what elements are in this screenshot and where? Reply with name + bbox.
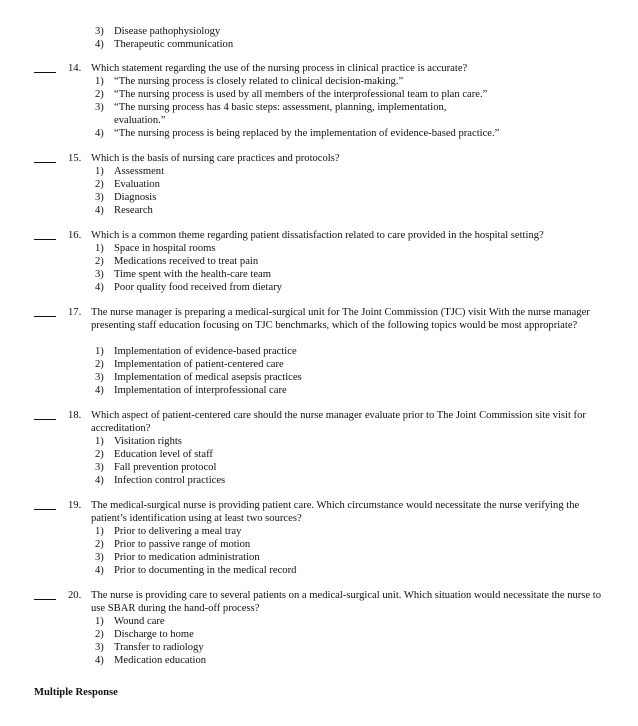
option-text: Disease pathophysiology	[114, 26, 221, 37]
question-number: 18.	[68, 410, 82, 421]
option-text: Implementation of patient-centered care	[114, 359, 284, 370]
option-text: Discharge to home	[114, 629, 194, 640]
option-number: 4)	[95, 282, 104, 293]
option-text: Diagnosis	[114, 192, 157, 203]
option-number: 2)	[95, 539, 104, 550]
option-text: Therapeutic communication	[114, 39, 234, 50]
question-number: 14.	[68, 63, 82, 74]
option-number: 3)	[95, 26, 104, 37]
option-number: 4)	[95, 128, 104, 139]
option-text: Implementation of evidence-based practice	[114, 346, 297, 357]
answer-blank[interactable]	[34, 410, 56, 420]
option-text: Poor quality food received from dietary	[114, 282, 282, 293]
option-text: Implementation of medical asepsis practices	[114, 372, 302, 383]
option-text: “The nursing process is used by all members of the interprofessional team to plan care.”	[114, 89, 488, 100]
option-number: 3)	[95, 192, 104, 203]
option-text: Prior to delivering a meal tray	[114, 526, 242, 537]
option-number: 4)	[95, 205, 104, 216]
question-number: 15.	[68, 153, 82, 164]
option-number: 3)	[95, 552, 104, 563]
option-number: 2)	[95, 449, 104, 460]
option-number: 2)	[95, 359, 104, 370]
option-text: Time spent with the health-care team	[114, 269, 271, 280]
option-number: 4)	[95, 565, 104, 576]
answer-blank[interactable]	[34, 307, 56, 317]
option-number: 3)	[95, 269, 104, 280]
option-text: “The nursing process has 4 basic steps: assessment, planning, implementation, evaluation.”	[114, 102, 447, 126]
answer-blank[interactable]	[34, 230, 56, 240]
question-stem: Which is the basis of nursing care practices and protocols?	[91, 153, 340, 164]
option-number: 1)	[95, 346, 104, 357]
option-number: 3)	[95, 372, 104, 383]
option-text: Prior to medication administration	[114, 552, 260, 563]
option-text: “The nursing process is closely related to clinical decision-making.”	[114, 76, 404, 87]
option-number: 1)	[95, 166, 104, 177]
question-stem: Which statement regarding the use of the nursing process in clinical practice is accurate?	[91, 63, 468, 74]
option-text: “The nursing process is being replaced by the implementation of evidence-based practice.”	[114, 128, 500, 139]
question-number: 17.	[68, 307, 82, 318]
option-text: Prior to passive range of motion	[114, 539, 251, 550]
question-number: 19.	[68, 500, 82, 511]
option-text: Medication education	[114, 655, 207, 666]
question-stem: The medical-surgical nurse is providing patient care. Which circumstance would necessitate the nurse verifying the patient’s identification using at least two sources?	[91, 500, 580, 524]
option-number: 4)	[95, 655, 104, 666]
option-number: 3)	[95, 642, 104, 653]
option-number: 4)	[95, 385, 104, 396]
option-number: 3)	[95, 462, 104, 473]
section-heading: Multiple Response	[34, 687, 118, 698]
option-text: Visitation rights	[114, 436, 182, 447]
question-number: 20.	[68, 590, 82, 601]
option-text: Prior to documenting in the medical record	[114, 565, 297, 576]
option-number: 4)	[95, 39, 104, 50]
option-text: Infection control practices	[114, 475, 226, 486]
option-number: 1)	[95, 76, 104, 87]
option-text: Implementation of interprofessional care	[114, 385, 287, 396]
answer-blank[interactable]	[34, 500, 56, 510]
option-number: 2)	[95, 256, 104, 267]
question-number: 16.	[68, 230, 82, 241]
option-number: 2)	[95, 179, 104, 190]
question-stem: Which is a common theme regarding patient dissatisfaction related to care provided in the hospital setting?	[91, 230, 544, 241]
option-text: Education level of staff	[114, 449, 213, 460]
option-text: Assessment	[114, 166, 165, 177]
question-stem: The nurse is providing care to several patients on a medical-surgical unit. Which situation would necessitate the nurse to use SBAR during the hand-off process?	[91, 590, 602, 614]
option-text: Medications received to treat pain	[114, 256, 259, 267]
answer-blank[interactable]	[34, 153, 56, 163]
option-number: 2)	[95, 629, 104, 640]
option-text: Transfer to radiology	[114, 642, 204, 653]
option-number: 4)	[95, 475, 104, 486]
option-text: Evaluation	[114, 179, 160, 190]
option-text: Space in hospital rooms	[114, 243, 216, 254]
option-number: 1)	[95, 616, 104, 627]
option-text: Research	[114, 205, 153, 216]
option-number: 3)	[95, 102, 104, 113]
option-number: 2)	[95, 89, 104, 100]
answer-blank[interactable]	[34, 590, 56, 600]
option-number: 1)	[95, 243, 104, 254]
question-stem: Which aspect of patient-centered care should the nurse manager evaluate prior to The Joint Commission site visit for accreditation?	[91, 410, 586, 434]
option-text: Wound care	[114, 616, 165, 627]
answer-blank[interactable]	[34, 63, 56, 73]
option-number: 1)	[95, 526, 104, 537]
question-stem: The nurse manager is preparing a medical-surgical unit for The Joint Commission (TJC) visit With the nurse manager presenting staff education focusing on TJC benchmarks, which of the following topics would be most appropriate?	[91, 307, 590, 331]
option-text: Fall prevention protocol	[114, 462, 217, 473]
option-number: 1)	[95, 436, 104, 447]
